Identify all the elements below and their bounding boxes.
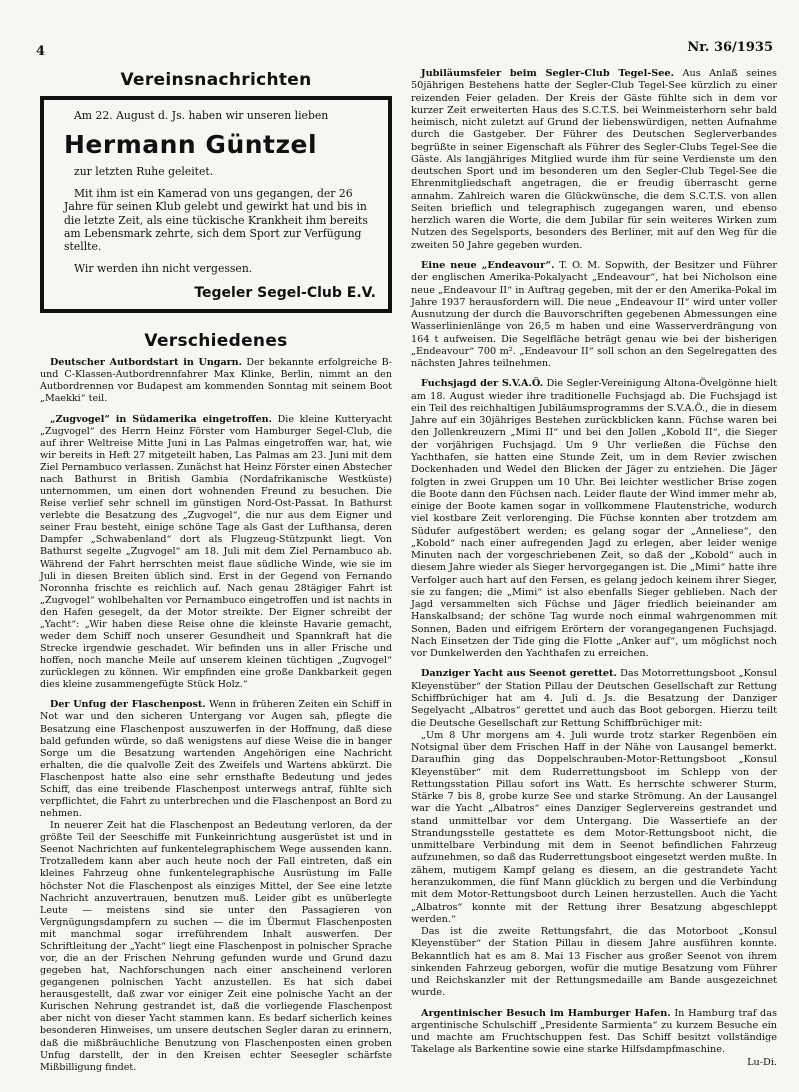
article-text: Die kleine Kutteryacht „Zugvogel“ des Herrn Heinz Förster vom Hamburger Segel-Club, die auf ihrer Weltreise Mitte Juni in Las Palmas eingetroffen war, hat, wie wir bereits in Heft 27 mitgeteilt haben, Las Palmas am 23. Juni mit dem Ziel Pernambuco verlassen. Zunächst hat Heinz Förster einen Abstecher nach Bathurst in British Gambia (Nordafrikanische Westküste) unternommen, um einen dort wohnenden Freund zu besuchen. Die Reise verlief sehr schnell im günstigen Nord-Ost-Passat. In Bathurst verlebte die Besatzung des „Zugvogel“, die nur aus dem Eigner und seiner Frau besteht, einige schöne Tage als Gast der Lufthansa, deren Dampfer „Schwabenland“ dort als Flugzeug-Stützpunkt liegt. Von Bathurst segelte „Zugvogel“ am 18. Juli mit dem Ziel Pernambuco ab. Während der Fahrt herrschten meist flaue südliche Winde, wie sie im Juli in diesen Breiten üblich sind. Erst in der Gegend von Fernando Noronnha frischte es reichlich auf. Nach genau 28tägiger Fahrt ist „Zugvogel“ wohlbehalten vor Pernambuco eingetroffen und ist nachts in den Hafen gesegelt, da der Motor streikte. Der Eigner schreibt der „Yacht“: „Wir haben diese Reise ohne die kleinste Havarie gemacht, weder dem Schiff noch unserer Gesundheit und Spannkraft hat die Strecke irgendwie geschadet. Wir befinden uns in aller Frische und hoffen, noch manche Meile auf unserem kleinen tüchtigen „Zugvogel“ zurücklegen zu können. Wir empfinden eine große Dankbarkeit gegen dies kleine zusammengefügte Stück Holz.“ [40,413,392,691]
article-paragraph: „Um 8 Uhr morgens am 4. Juli wurde trotz starker Regenböen ein Notsignal über dem Frischen Haff in der Nähe von Lausangel bemerkt. Daraufhin ging das Doppelschrauben-Motor-Rettungsboot „Konsul Kleyenstüber“ mit dem Ruderrettungsboot im Schlepp von der Rettungsstation Pillau sofort ins Watt. Es herrschte schwerer Sturm, Stärke 7 bis 8, grobe kurze See und starke Strömung. An der Lausangel war die Yacht „Albatros“ eines Danziger Seglervereins gestrandet und stand unmittelbar vor dem Untergang. Die Wassertiefe an der Strandungsstelle gestattete es dem Motor-Rettungsboot nicht, die unmittelbare Verbindung mit dem in Seenot befindlichen Fahrzeug aufzunehmen, so daß das Ruderrettungsboot eingesetzt werden mußte. In zähem, mutigem Kampf gelang es diesem, an die gestrandete Yacht heranzukommen, die fünf Mann glücklich zu bergen und die Verbindung mit dem Motor-Rettungsboot durch Leinen herzustellen. Auch die Yacht „Albatros“ konnte mit der Rettung ihrer Besatzung abgeschleppt werden.“ [411,729,777,925]
obituary-intro: Am 22. August d. Js. haben wir unseren lieben [74,109,329,122]
page-number: 4 [36,44,46,59]
article-paragraph: Das ist die zweite Rettungsfahrt, die das Motorboot „Konsul Kleyenstüber“ der Station Pillau in diesem Jahre ausführen konnte. Bekanntlich hat es am 8. Mai 13 Fischer aus großer Seenot von ihrem sinkenden Fahrzeug geborgen, wofür die mutige Besatzung vom Führer und Reichskanzler mit der Rettungsmedaille am Bande ausgezeichnet wurde. [411,926,777,999]
article-text: Der bekannte erfolgreiche B- und C-Klassen-Autbordrennfahrer Max Klinke, Berlin, nimmt an den Autbordrennen vor Budapest am kommenden Sonntag mit seinem Boot „Maekki“ teil. [40,357,392,405]
article-text: T. O. M. Sopwith, der Besitzer und Führer der englischen Amerika-Pokalyacht „Endeavour“, hat bei Nicholson eine neue „Endeavour II“ in Auftrag gegeben, mit der er den Amerika-Pokal im Jahre 1937 herausfordern will. Die neue „Endeavour II“ wird unter voller Ausnutzung der durch die Bauvorschriften gegebenen Abmessungen eine Wasserlinienlänge von 26,5 m haben und eine Wasserverdrängung von 164 t aufweisen. Die Segelfläche beträgt genau wie bei der bisherigen „Endeavour“ 700 m². „Endeavour II“ soll schon an den Segelregatten des nächsten Jahres teilnehmen. [411,259,777,370]
obituary-closing: Wir werden ihn nicht vergessen. [74,261,253,275]
obituary-club: Tegeler Segel-Club E.V. [194,285,376,302]
article-paragraph [40,699,392,820]
article-paragraph: In neuerer Zeit hat die Flaschenpost an Bedeutung verloren, da der größte Teil der Seeschiffe mit Funkeinrichtung ausgerüstet ist und in Seenot Nachrichten auf funkentelegraphischem Wege aussenden kann. Trotzalledem kann aber auch heute noch der Fall eintreten, daß ein kleines Fahrzeug ohne funkentelegraphische Ausrüstung im Falle höchster Not die Flaschenpost als einziges Mittel, der See eine letzte Nachricht anzuvertrauen, benutzen muß. Leider gibt es unüberlegte Leute — meistens sind sie unter den Passagieren von Vergnügungsdampfern zu suchen — die im Übermut Flaschenposten mit manchmal sogar irreführendem Inhalt auswerfen. Der Schriftleitung der „Yacht“ liegt eine Flaschenpost in polnischer Sprache vor, die an der Frischen Nehrung gefunden wurde und Grund dazu gegeben hat, Nachforschungen nach einer anscheinend verloren gegangenen polnischen Yacht anzustellen. Es hat sich dabei herausgestellt, daß zwar vor einiger Zeit eine polnische Yacht an der Kurischen Nehrung gestrandet ist, daß die vorliegende Flaschenpost aber nicht von dieser Yacht stammen kann. Es bedarf sicherlich keines besonderen Hinweises, um unsere deutschen Segler daran zu erinnern, daß die mißbräuchliche Benutzung von Flaschenposten einen groben Unfug darstellt, der in den Kreisen echter Seesegler schärfste Mißbilligung findet. [40,820,392,1073]
issue-number: Nr. 36/1935 [687,40,773,55]
author-signature: Lu-Di. [747,1056,777,1068]
article-text: Wenn in früheren Zeiten ein Schiff in Not war und den sicheren Untergang vor Augen sah, pflegte die Besatzung eine Flaschenpost auszuwerfen in der Hoffnung, daß diese bald gefunden würde, so daß wenigstens auf diese Weise die in banger Sorge um die Besatzung wartenden Angehörigen eine Nachricht erhalten, die die qualvolle Zeit des Zweifels und Wartens abkürzt. Die Flaschenpost hatte also eine sehr ernsthafte Bedeutung und jedes Schiff, das eine treibende Flaschenpost unterwegs antraf, fühlte sich verpflichtet, die Fahrt zu unterbrechen und die Flaschenpost an Bord zu nehmen. [40,699,392,820]
article-headline: „Zugvogel“ in Südamerika eingetroffen. [50,413,272,425]
verschiedenes-heading: Verschiedenes [144,331,288,352]
left-column [40,68,392,1082]
article-paragraph [411,260,777,370]
obituary-text: Mit ihm ist ein Kamerad von uns gegangen, der 26 Jahre für seinen Klub gelebt und gewirkt hat und bis in die letzte Zeit, als eine tückische Krankheit ihm bereits am Lebensmark zehrte, sich dem Sport zur Verfügung stellte. [64,186,368,254]
article-paragraph [40,414,392,692]
article-headline: Argentinischer Besuch im Hamburger Hafen. [421,1007,671,1019]
article-text: Das Motorrettungsboot „Konsul Kleyenstüber“ der Station Pillau der Deutschen Gesellschaft zur Rettung Schiffbrüchiger hat am 4. Juli d. Js. die Besatzung der Danziger Segelyacht „Albatros“ gerettet und auch das Boot geborgen. Hierzu teilt die Deutsche Gesellschaft zur Rettung Schiffbrüchiger mit: [411,668,777,729]
article-headline: Eine neue „Endeavour“. [421,259,555,271]
article-paragraph [40,357,392,405]
article-paragraph [411,68,777,252]
article-headline: Danziger Yacht aus Seenot gerettet. [421,668,617,680]
article-text: Die Segler-Vereinigung Altona-Övelgönne hielt am 18. August wieder ihre traditionelle Fuchsjagd ab. Die Fuchsjagd ist ein Teil des reichhaltigen Jubiläumsprogramms der S.V.A.Ö., die in diesem Jahre auf ein 30jähriges Bestehen zurückblicken kann. Füchse waren bei den Jollenkreuzern „Mimi II“ und bei den Jollen „Kobold II“, die Sieger der vorjährigen Fuchsjagd. Um 9 Uhr verließen die Füchse den Yachthafen, sie hatten eine Stunde Zeit, um in dem Revier zwischen Dockenhaden und Wedel den Blicken der Jäger zu entziehen. Die Jäger folgten in zwei Gruppen um 10 Uhr. Bei leichter westlicher Brise zogen die Boote dann den Füchsen nach. Leider flaute der Wind immer mehr ab, einige der Boote kamen sogar in vollkommene Flautenstriche, wodurch viel kostbare Zeit verlorenging. Die Füchse konnten aber trotzdem am Südufer aufgestöbert werden; es gelang sogar der „Anneliese“, den „Kobold“ nach einer aufregenden Jagd zu erlegen, aber leider wenige Minuten nach der vorgeschriebenen Zeit, so daß der „Kobold“ auch in diesem Jahre wieder als Sieger hervorgegangen ist. Die „Mimi“ hatte ihre Verfolger auch hart auf den Fersen, es gelang jedoch keinem ihrer Sieger, sie zu fangen; die „Mimi“ ist also ebenfalls Sieger geblieben. Nach der Jagd versammelten sich Füchse und Jäger friedlich beieinander am Hanskalbsand; der schöne Tag wurde noch einmal wahrgenommen mit Sonnen, Baden und eifrigem Erörtern der vorangegangenen Fuchsjagd. Nach Einsetzen der Tide ging die Flotte „Anker auf“, um möglichst noch vor Dunkelwerden den Yachthafen zu erreichen. [411,378,777,660]
obituary-name: Hermann Güntzel [64,130,318,160]
article-text: In Hamburg traf das argentinische Schulschiff „Presidente Sarmienta“ zu kurzem Besuche ein und machte am Fruchtschuppen fest. Das Schiff besitzt vollständige Takelage als Barkentine sowie eine starke Hilfsdampfmaschine. [411,1007,777,1056]
article-paragraph [411,668,777,729]
article-headline: Jubiläumsfeier beim Segler-Club Tegel-See. [421,68,674,79]
vereinsnachrichten-heading: Vereinsnachrichten [120,70,312,90]
obituary-line: zur letzten Ruhe geleitet. [74,165,214,179]
article-headline: Fuchsjagd der S.V.A.Ö. [421,378,544,390]
article-text: Aus Anlaß seines 50jährigen Bestehens hatte der Segler-Club Tegel-See kürzlich zu einer reizenden Feier geladen. Der Kreis der Gäste fühlte sich in dem vor kurzer Zeit erweiterten Haus des S.C.T.S. bei Weinmeisterhorn sehr bald heimisch, nicht zuletzt auf Grund der liebenswürdigen, netten Aufnahme durch die Gastgeber. Der Führer des Deutschen Seglerverbandes begrüßte in seiner Eigenschaft als Führer des Segler-Clubs Tegel-See die Gäste. Als langjähriges Mitglied wurde ihm für seine Verdienste um den deutschen Sport und im besonderen um den Segler-Club Tegel-See die Ehrenmitgliedschaft angetragen, die er freudig überrascht gerne annahm. Zahlreich waren die Glückwünsche, die dem S.C.T.S. von allen Seiten brieflich und telegraphisch zugegangen waren, und ebenso herzlich waren die Worte, die dem Jubilar für sein weiteres Wirken zum Nutzen des Segelsports, besonders des Berliner, mit auf den Weg für die zweiten 50 Jahre gegeben wurden. [411,68,777,251]
article-headline: Deutscher Autbordstart in Ungarn. [50,357,242,369]
right-column [411,68,777,1077]
article-paragraph [411,1008,777,1057]
article-headline: Der Unfug der Flaschenpost. [50,699,206,711]
article-paragraph [411,378,777,660]
obituary-box [40,96,392,313]
